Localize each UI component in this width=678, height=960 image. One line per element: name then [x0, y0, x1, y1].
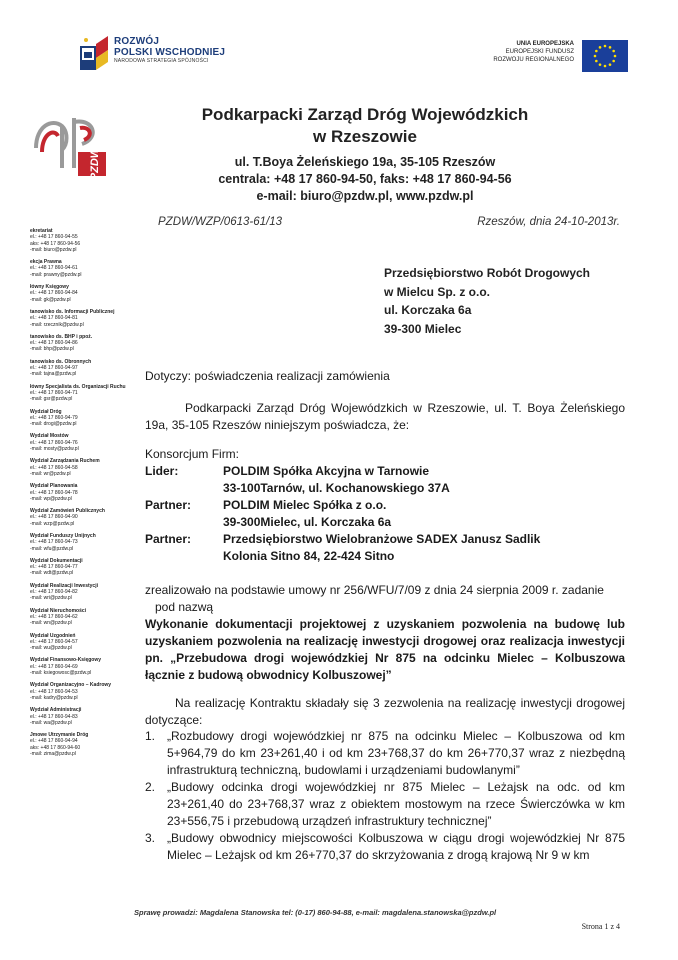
department-contact-line: el.: +48 17 860-94-76 — [30, 439, 78, 446]
recipient-address — [384, 264, 590, 338]
department-contact-line: el.: +48 17 860-94-62 — [30, 613, 78, 620]
consortium-member — [145, 497, 625, 531]
rpw-emblem-icon — [80, 36, 108, 70]
department-contact-line: -mail: tajna@pzdw.pl — [30, 371, 77, 378]
department-contact — [30, 483, 150, 502]
contract-text: zrealizowało na podstawie umowy nr 256/WFU/7/09 z dnia 24 sierpnia 2009 r. zadanie — [145, 583, 604, 597]
member-address: 39-300Mielec, ul. Korczaka 6a — [223, 515, 392, 529]
department-contact-line: -mail: wa@pzdw.pl — [30, 719, 72, 726]
list-item-text: „Budowy obwodnicy miejscowości Kolbuszowa w ciągu drogi wojewódzkiej Nr 875 Mielec – Leżajsk od km 26+770,37 do skrzyżowania z drogą krajową Nr 9 w km — [167, 831, 625, 862]
department-contact — [30, 583, 150, 602]
department-name: Wydział Mostów — [30, 433, 69, 440]
recipient-line1: Przedsiębiorstwo Robót Drogowych — [384, 266, 591, 280]
department-name: tanowisko ds. BHP i ppoż. — [30, 333, 93, 340]
department-name: Wydział Realizacji Inwestycji — [30, 582, 98, 589]
eu-star-icon — [595, 60, 598, 63]
department-name: Wydział Uzgodnień — [30, 632, 76, 639]
eu-logo — [493, 40, 628, 72]
department-contact-line: -mail: wp@pzdw.pl — [30, 495, 72, 502]
department-name: ekcja Prawna — [30, 259, 62, 266]
department-contact-line: -mail: wn@pzdw.pl — [30, 620, 72, 627]
contract-section — [145, 582, 625, 684]
department-contact — [30, 384, 150, 403]
department-contact — [30, 433, 150, 452]
department-contact-line: -mail: wfu@pzdw.pl — [30, 545, 74, 552]
department-contact-line: -mail: wr@pzdw.pl — [30, 470, 71, 477]
department-contact-line: el.: +48 17 860-94-94 — [30, 738, 78, 745]
list-item-text: „Budowy odcinka drogi wojewódzkiej nr 875 Mielec – Leżajsk na odc. od km 23+261,40 do 23+768,37 wraz z obiektem mostowym na rzece Świerczówka w km 23+556,75 i przebudową urządzeń infrastruktury technicznej” — [167, 780, 625, 828]
department-contact-line: -mail: biuro@pzdw.pl — [30, 246, 77, 253]
eu-star-icon — [599, 63, 602, 66]
rpw-line2: POLSKI WSCHODNIEJ — [114, 47, 226, 58]
department-contact — [30, 409, 150, 428]
rpw-line1: ROZWÓJ — [114, 36, 160, 47]
list-item-number: 2. — [145, 780, 156, 794]
department-contact-line: el.: +48 17 860-94-71 — [30, 389, 78, 396]
member-address: 33-100Tarnów, ul. Kochanowskiego 37A — [223, 481, 450, 495]
letter-date: Rzeszów, dnia 24-10-2013r. — [477, 216, 620, 228]
recipient-line4: 39-300 Mielec — [384, 321, 462, 336]
department-contact-line: -mail: rzecznik@pzdw.pl — [30, 321, 84, 328]
department-contact-line: el.: +48 17 860-94-82 — [30, 589, 78, 596]
intro-paragraph: Podkarpacki Zarząd Dróg Wojewódzkich w Rzeszowie, ul. T. Boya Żeleńskiego 19a, 35-105 Rzeszów niniejszym poświadcza, że: — [145, 401, 625, 432]
department-contact-line: el.: +48 17 860-94-86 — [30, 340, 78, 347]
department-name: Wydział Planowania — [30, 483, 78, 490]
department-contact-line: aks: +48 17 860-94-56 — [30, 240, 81, 247]
rpw-line3: NARODOWA STRATEGIA SPÓJNOŚCI — [114, 58, 209, 64]
recipient-line3: ul. Korczaka 6a — [384, 303, 472, 317]
department-contact — [30, 633, 150, 652]
pzdw-logo-text: PZDW — [89, 147, 101, 180]
department-contact-line: el.: +48 17 860-94-55 — [30, 234, 78, 241]
department-contact — [30, 682, 150, 701]
member-name: POLDIM Spółka Akcyjna w Tarnowie — [223, 464, 430, 478]
eu-star-icon — [614, 55, 617, 58]
consortium-section — [145, 446, 625, 565]
member-name: POLDIM Mielec Spółka z o.o. — [223, 498, 387, 512]
department-contact-line: -mail: prawny@pzdw.pl — [30, 271, 82, 278]
member-address: Kolonia Sitno 84, 22-424 Sitno — [223, 549, 395, 563]
department-name: Wydział Nieruchomości — [30, 607, 87, 614]
department-contact — [30, 533, 150, 552]
department-contact — [30, 309, 150, 328]
department-name: Wydział Administracji — [30, 707, 82, 714]
organization-name: Podkarpacki Zarząd Dróg Wojewódzkich — [201, 105, 529, 124]
department-contact-line: -mail: zima@pzdw.pl — [30, 751, 76, 757]
letterhead — [130, 104, 600, 205]
department-contact-line: el.: +48 17 860-94-84 — [30, 290, 78, 297]
eu-star-icon — [609, 63, 612, 66]
list-item — [145, 779, 625, 830]
department-contact-line: el.: +48 17 860-94-97 — [30, 365, 78, 372]
member-role: Lider: — [145, 464, 179, 478]
department-contact — [30, 359, 150, 378]
department-contact — [30, 707, 150, 726]
department-name: Wydział Zamówień Publicznych — [30, 508, 105, 515]
department-name: Wydział Funduszy Unijnych — [30, 532, 96, 539]
organization-address: ul. T.Boya Żeleńskiego 19a, 35-105 Rzeszów — [234, 155, 496, 169]
department-contact-line: -mail: bhp@pzdw.pl — [30, 346, 74, 353]
department-contact-line: el.: +48 17 860-94-77 — [30, 564, 78, 571]
list-item-number: 1. — [145, 729, 156, 743]
eu-star-icon — [604, 45, 607, 48]
department-name: tanowisko ds. Obronnych — [30, 358, 92, 365]
department-name: Wydział Finansowo-Księgowy — [30, 657, 102, 664]
eu-star-icon — [599, 46, 602, 49]
department-contact-line: -mail: ksiegowosc@pzdw.pl — [30, 670, 92, 677]
department-contact-line: el.: +48 17 860-94-57 — [30, 638, 78, 645]
department-contact-line: -mail: gsr@pzdw.pl — [30, 396, 73, 403]
department-name: Wydział Dróg — [30, 408, 62, 415]
department-contact-line: -mail: mosty@pzdw.pl — [30, 446, 79, 453]
contract-text-2: pod nazwą — [155, 600, 214, 614]
department-contact-line: el.: +48 17 860-94-79 — [30, 414, 78, 421]
department-contact-line: -mail: wdt@pzdw.pl — [30, 570, 74, 577]
department-contact-line: el.: +48 17 860-94-78 — [30, 489, 78, 496]
department-contact — [30, 508, 150, 527]
department-contact — [30, 284, 150, 303]
rozwoj-polski-wschodniej-logo — [80, 36, 225, 70]
organization-email: e-mail: biuro@pzdw.pl, www.pzdw.pl — [256, 189, 474, 203]
member-name: Przedsiębiorstwo Wielobranżowe SADEX Janusz Sadlik — [223, 532, 541, 546]
department-name: Wydział Organizacyjno – Kadrowy — [30, 682, 112, 689]
department-contact-line: aks: +48 17 860-94-60 — [30, 744, 81, 751]
eu-star-icon — [595, 50, 598, 53]
department-contacts-sidebar — [30, 228, 150, 763]
department-contact-line: -mail: wri@pzdw.pl — [30, 595, 72, 602]
list-item-text: „Rozbudowy drogi wojewódzkiej nr 875 na odcinku Mielec – Kolbuszowa od km 5+964,79 do km 23+261,40 i od km 23+768,37 do km 26+770,37 wraz z niezbędną infrastrukturą techniczną, budowlami i urządzeniami budowlanymi” — [167, 729, 625, 777]
eu-star-icon — [594, 55, 597, 58]
permits-list — [145, 728, 625, 864]
department-contact — [30, 334, 150, 353]
department-contact — [30, 228, 150, 253]
permits-intro: Na realizację Kontraktu składały się 3 zezwolenia na realizację inwestycji drogowej dotyczące: — [145, 696, 625, 727]
eu-star-icon — [612, 60, 615, 63]
eu-star-icon — [609, 46, 612, 49]
department-contact-line: el.: +48 17 860-94-58 — [30, 464, 78, 471]
consortium-member — [145, 531, 625, 565]
department-contact — [30, 732, 150, 757]
eu-star-icon — [604, 65, 607, 68]
department-name: ekretariat — [30, 228, 53, 234]
department-contact — [30, 458, 150, 477]
department-contact-line: el.: +48 17 860-94-73 — [30, 539, 78, 546]
recipient-line2: w Mielcu Sp. z o.o. — [384, 284, 491, 299]
department-name: Jmowe Utrzymanie Dróg — [30, 732, 89, 739]
department-name: Wydział Dokumentacji — [30, 557, 83, 564]
department-contact-line: el.: +48 17 860-94-61 — [30, 265, 78, 272]
department-contact — [30, 259, 150, 278]
subject-line: Dotyczy: poświadczenia realizacji zamówienia — [145, 369, 390, 383]
member-role: Partner: — [145, 498, 192, 512]
eu-flag-icon — [582, 40, 628, 72]
consortium-member — [145, 463, 625, 497]
department-contact — [30, 558, 150, 577]
list-item-number: 3. — [145, 831, 156, 845]
department-name: tanowisko ds. Informacji Publicznej — [30, 308, 115, 315]
page-number: Strona 1 z 4 — [581, 922, 620, 931]
case-handler-note: Sprawę prowadzi: Magdalena Stanowska tel: (0-17) 860-94-88, e-mail: magdalena.stanowska@pzdw.pl — [134, 908, 497, 917]
eu-star-icon — [612, 50, 615, 53]
department-contact-line: el.: +48 17 860-94-83 — [30, 713, 78, 720]
task-name: Wykonanie dokumentacji projektowej z uzyskaniem pozwolenia na budowę lub uzyskaniem pozwolenia na realizację inwestycji drogowej oraz realizacja inwestycji pn. „Przebudowa drogi wojewódzkiej Nr 875 na odcinku Mielec – Kolbuszowa łącznie z budową obwodnicy Kolbuszowej” — [145, 617, 625, 682]
department-contact-line: el.: +48 17 860-94-69 — [30, 663, 78, 670]
list-item — [145, 830, 625, 864]
department-contact-line: el.: +48 17 860-94-53 — [30, 688, 78, 695]
department-name: łówny Księgowy — [30, 284, 69, 291]
department-contact-line: -mail: kadry@pzdw.pl — [30, 694, 78, 701]
department-name: łówny Specjalista ds. Organizacji Ruchu — [30, 383, 126, 390]
pzdw-logo — [28, 108, 108, 180]
organization-phones: centrala: +48 17 860-94-50, faks: +48 17 860-94-56 — [218, 172, 512, 186]
list-item — [145, 728, 625, 779]
consortium-heading: Konsorcjum Firm: — [145, 447, 240, 461]
ue-line3: ROZWOJU REGIONALNEGO — [493, 57, 574, 63]
department-contact-line: -mail: gk@pzdw.pl — [30, 296, 71, 303]
organization-city: w Rzeszowie — [313, 127, 417, 146]
ue-line2: EUROPEJSKI FUNDUSZ — [505, 49, 574, 55]
member-role: Partner: — [145, 532, 192, 546]
department-contact — [30, 657, 150, 676]
ue-line1: UNIA EUROPEJSKA — [516, 41, 574, 47]
department-contact-line: -mail: wzp@pzdw.pl — [30, 520, 75, 527]
department-contact-line: -mail: drogi@pzdw.pl — [30, 421, 77, 428]
department-contact — [30, 608, 150, 627]
department-contact-line: el.: +48 17 860-94-81 — [30, 315, 78, 322]
reference-number: PZDW/WZP/0613-61/13 — [158, 216, 282, 228]
department-contact-line: -mail: wu@pzdw.pl — [30, 645, 72, 652]
department-name: Wydział Zarządzania Ruchem — [30, 458, 100, 465]
department-contact-line: el.: +48 17 860-94-90 — [30, 514, 78, 521]
